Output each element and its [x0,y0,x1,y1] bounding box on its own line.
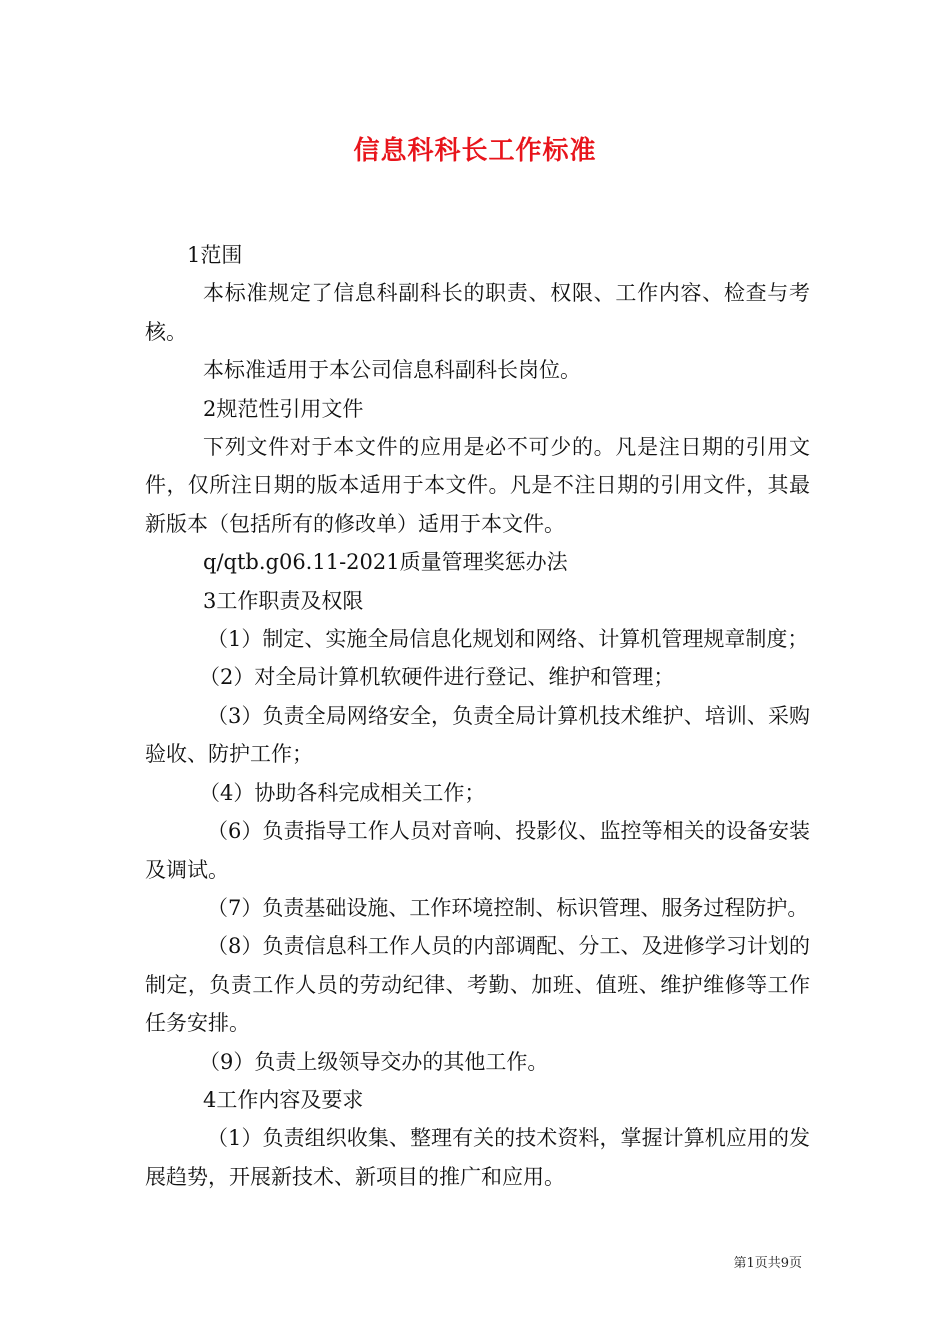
paragraph-references: 下列文件对于本文件的应用是必不可少的。凡是注日期的引用文件，仅所注日期的版本适用于本文件。凡是不注日期的引用文件，其最新版本（包括所有的修改单）适用于本文件。 [145,435,810,536]
page-number: 第1页共9页 [733,1256,802,1271]
document-title: 信息科科长工作标准 [353,136,597,166]
paragraph-reference-doc: q/qtb.g06.11-2021质量管理奖惩办法 [203,550,568,575]
section-heading-scope: 1范围 [187,243,243,267]
section-heading-duties: 3工作职责及权限 [203,588,364,613]
section-heading-content: 4工作内容及要求 [203,1087,364,1112]
list-item-duty-4: （4）协助各科完成相关工作； [199,780,486,805]
list-item-duty-8: （8）负责信息科工作人员的内部调配、分工、及进修学习计划的制定，负责工作人员的劳动纪律、考勤、加班、值班、维护维修等工作任务安排。 [145,934,810,1036]
list-item-content-1: （1）负责组织收集、整理有关的技术资料，掌握计算机应用的发展趋势，开展新技术、新项目的推广和应用。 [145,1126,810,1189]
list-item-duty-3: （3）负责全局网络安全，负责全局计算机技术维护、培训、采购验收、防护工作； [145,703,810,767]
list-item-duty-6: （6）负责指导工作人员对音响、投影仪、监控等相关的设备安装及调试。 [145,819,810,882]
list-item-duty-2: （2）对全局计算机软硬件进行登记、维护和管理； [199,665,675,690]
paragraph-scope-definition: 本标准规定了信息科副科长的职责、权限、工作内容、检查与考核。 [145,281,810,344]
list-item-duty-7: （7）负责基础设施、工作环境控制、标识管理、服务过程防护。 [207,895,809,920]
section-heading-references: 2规范性引用文件 [203,396,364,421]
paragraph-scope-applicability: 本标准适用于本公司信息科副科长岗位。 [203,358,581,383]
list-item-duty-1: （1）制定、实施全局信息化规划和网络、计算机管理规章制度； [207,627,809,652]
document-body [145,236,810,1196]
list-item-duty-9: （9）负责上级领导交办的其他工作。 [199,1049,549,1074]
